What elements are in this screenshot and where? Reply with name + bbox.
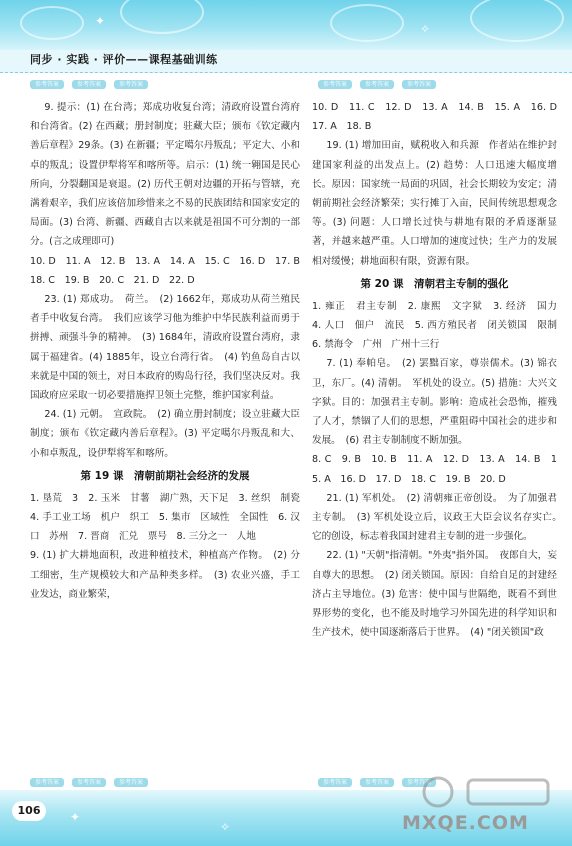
answer-tab-strip xyxy=(30,80,148,89)
answer-paragraph: 1. 雍正 君主专制 2. 康熙 文字狱 3. 经济 国力 4. 人口 佃户 流民 5. 西方殖民者 闭关锁国 限制 6. 禁海令 广州 广州十三行 xyxy=(312,300,567,351)
answer-paragraph: 23. (1) 郑成功。 荷兰。 (2) 1662年，郑成功从荷兰殖民者手中收复台湾。 我们应该学习他为维护中华民族利益而勇于拼搏、顽强斗争的精神。 (3) 1684年，清政府设置台湾府，隶属于福建省。(4) 1885年，设立台湾行省。 (4) 钓鱼岛自古以来就是中国的领土，对日本政府的购岛行径，我们坚决反对。我国政府应采取一切必要措施捍卫领土完整，维护国家利益。 xyxy=(30,294,300,402)
swirl-decoration xyxy=(20,6,84,40)
answer-paragraph: 8. C 9. B 10. B 11. A 12. D 13. A 14. B 15. A 16. D 17. D 18. C 19. B 20. D xyxy=(312,454,557,485)
answer-paragraph: 24. (1) 元朝。 宣政院。 (2) 确立册封制度；设立驻藏大臣制度；颁布《钦定藏内善后章程》。(3) 平定噶尔丹叛乱和大、小和卓叛乱，设伊犁将军和喀所。 xyxy=(30,409,300,459)
answer-paragraph: 10. D 11. C 12. D 13. A 14. B 15. A 16. D 17. A 18. B xyxy=(312,102,567,133)
answer-tab: 参考答案 xyxy=(114,778,148,787)
star-icon: ✧ xyxy=(220,820,231,834)
answer-tab: 参考答案 xyxy=(114,80,148,89)
answer-paragraph: 7. (1) 奉帕皂。 (2) 罢黜百家，尊崇儒术。(3) 锦衣卫，东厂。(4) 清朝。 军机处的设立。(5) 措施：大兴文字狱。目的：加强君主专制。影响：造成社会恐怖，摧残了人才，禁锢了人们的思想，严重阻碍中国社会的进步和发展。 (6) 君主专制制度不断加强。 xyxy=(312,358,557,447)
answer-paragraph: 1. 垦荒 3 2. 玉米 甘薯 湖广熟，天下足 3. 丝织 制瓷 4. 手工业工场 机户 织工 5. 集市 区域性 全国性 6. 汉口 苏州 7. 晋商 汇兑 票号 8. 三分之一 人地 xyxy=(30,492,310,543)
left-column xyxy=(30,98,310,604)
answer-paragraph: 19. (1) 增加田亩，赋税收入和兵源 作者站在维护封建国家利益的出发点上。(2) 趋势：人口迅速大幅度增长。原因：国家统一局面的巩固，社会长期较为安定；清朝前期社会经济繁荣；实行摊丁入亩，民间传统思想观念等。(3) 问题：人口增长过快与耕地有限的矛盾逐渐显著，并越来越严重。人口增加的速度过快；生产力的发展相对缓慢；耕地面积有限，资源有限。 xyxy=(312,140,557,267)
answer-tab: 参考答案 xyxy=(360,80,394,89)
watermark-text: MXQE.COM xyxy=(402,812,529,834)
answer-tab-strip xyxy=(30,778,148,787)
answer-tab: 参考答案 xyxy=(318,778,352,787)
answer-paragraph: 22. (1) "天朝"指清朝。"外夷"指外国。 夜郎自大，妄自尊大的思想。 (2) 闭关锁国。原因：自给自足的封建经济占主导地位。(3) 危害：使中国与世隔绝，既看不到世界形势的变化，也不能及时地学习外国先进的科学知识和生产技术，使中国逐渐落后于世界。 (4) "闭关锁国"政 xyxy=(312,550,557,639)
top-decorative-banner xyxy=(0,0,572,50)
page-number: 106 xyxy=(12,801,46,821)
answer-tab: 参考答案 xyxy=(318,80,352,89)
swirl-decoration xyxy=(330,4,404,42)
answer-tab-strip xyxy=(318,80,436,89)
lesson-title: 第 19 课 清朝前期社会经济的发展 xyxy=(80,469,250,482)
answer-paragraph: 9. 提示：(1) 在台湾；郑成功收复台湾；清政府设置台湾府和台湾省。(2) 在西藏；册封制度；驻藏大臣；颁布《钦定藏内善后章程》29条。(3) 在新疆；平定噶尔丹叛乱；平定大、小和卓的叛乱；设置伊犁将军和喀所等。启示：(1) 统一翱国是民心所向，分裂翻国是衰退。(2) 历代王朝对边疆的开拓与管辖，充满着艰辛，我们应该倍加珍惜来之不易的民族团结和国家安定的局面。(3) 台湾、新疆、西藏自古以来就是祖国不可分割的一部分。(言之成理即可) xyxy=(30,102,300,248)
swirl-decoration xyxy=(120,0,204,34)
star-icon: ✧ xyxy=(420,22,431,36)
lesson-title: 第 20 课 清朝君主专制的强化 xyxy=(360,277,509,290)
right-column xyxy=(312,98,567,642)
answer-tab: 参考答案 xyxy=(402,80,436,89)
answer-tab: 参考答案 xyxy=(402,778,436,787)
answer-tab: 参考答案 xyxy=(30,80,64,89)
answer-paragraph: 10. D 11. A 12. B 13. A 14. A 15. C 16. D 17. B 18. C 19. B 20. C 21. D 22. D xyxy=(30,255,310,286)
answer-tab: 参考答案 xyxy=(30,778,64,787)
answer-paragraph: 9. (1) 扩大耕地面积，改进种植技术，种植高产作物。 (2) 分工细密，生产规模较大和产品种类多样。 (3) 农业兴盛，手工业发达，商业繁荣， xyxy=(30,550,300,600)
star-icon: ✦ xyxy=(70,810,81,824)
star-icon: ✦ xyxy=(95,14,106,28)
answer-tab: 参考答案 xyxy=(360,778,394,787)
series-title: 同步 · 实践 · 评价——课程基础训练 xyxy=(30,53,218,66)
answer-tab: 参考答案 xyxy=(72,80,106,89)
swirl-decoration xyxy=(470,0,564,42)
answer-paragraph: 21. (1) 军机处。 (2) 清朝雍正帝创设。 为了加强君主专制。 (3) 军机处设立后，议政王大臣会议名存实亡。 它的创设，标志着我国封建君主专制的进一步强化。 xyxy=(312,492,567,543)
answer-tab: 参考答案 xyxy=(72,778,106,787)
